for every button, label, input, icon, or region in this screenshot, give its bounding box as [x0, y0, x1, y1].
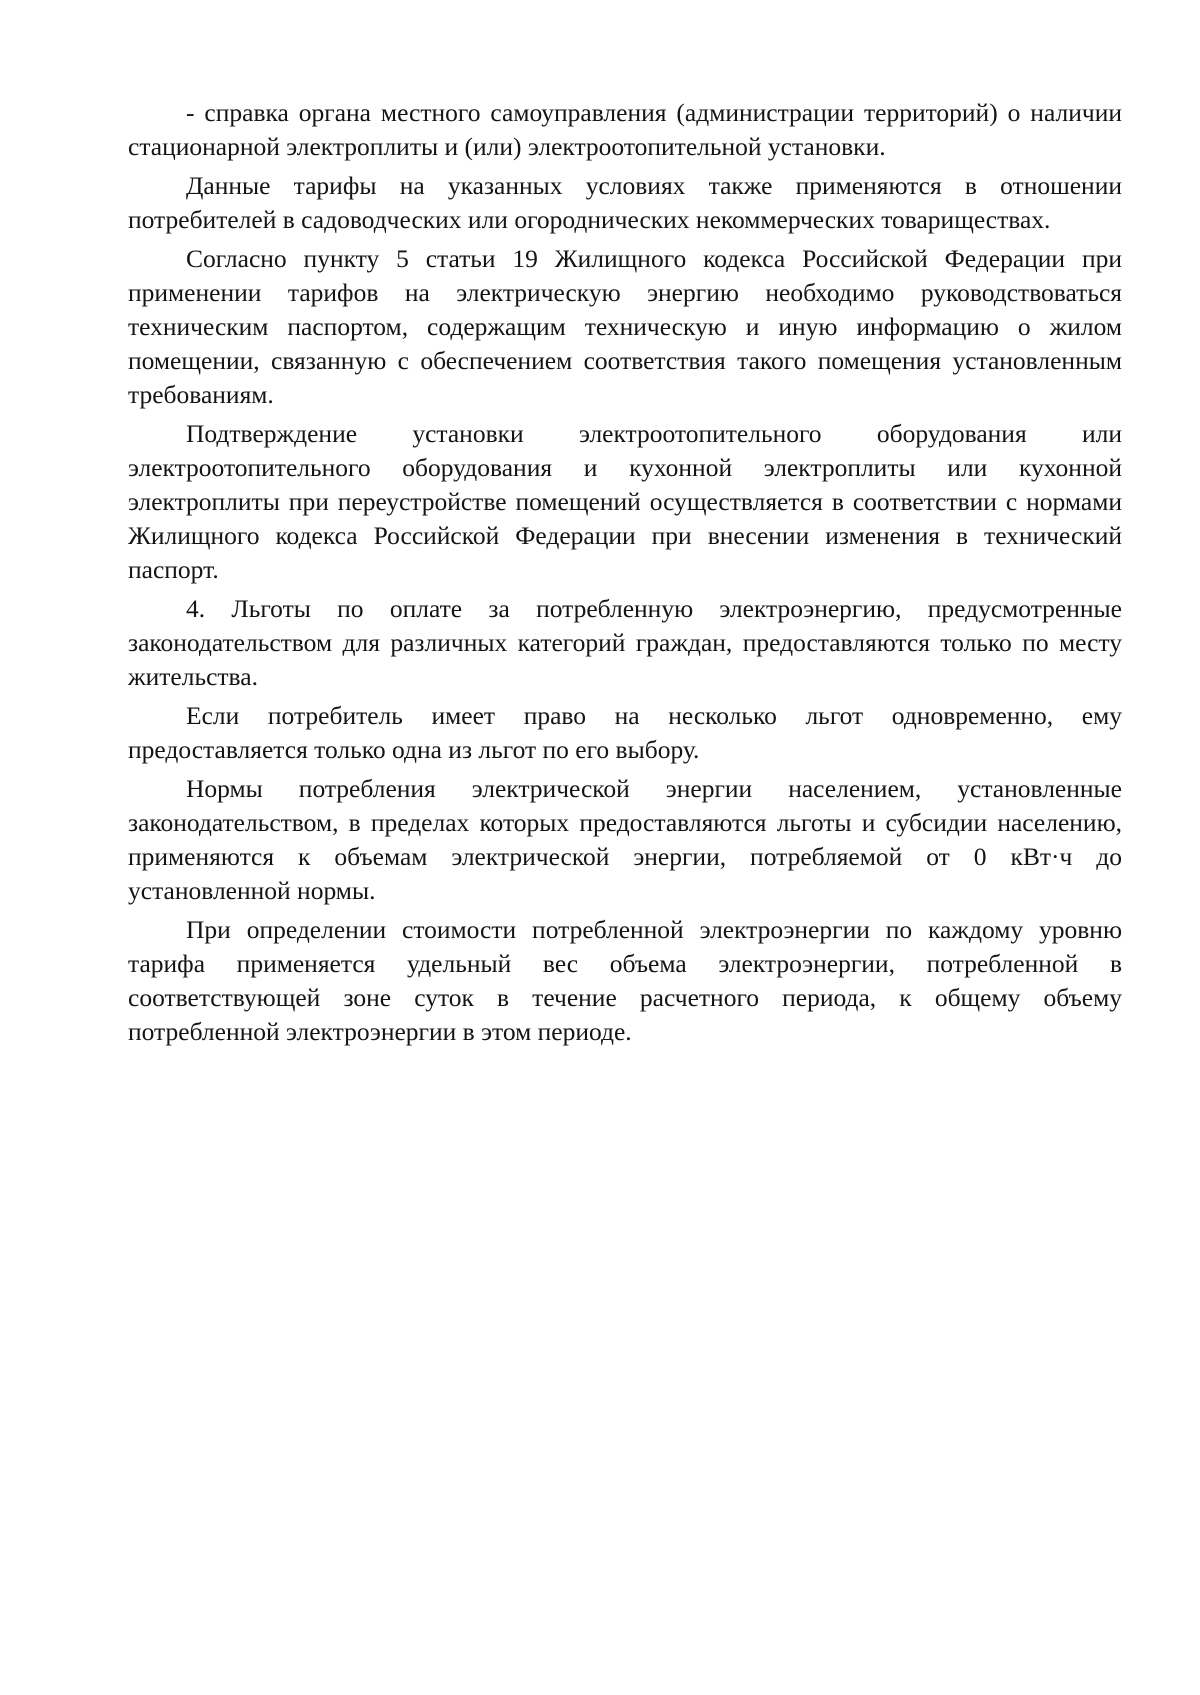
- document-body: [128, 96, 1122, 1054]
- paragraph-installation-confirmation: Подтверждение установки электроотопительного оборудования или электроотопительного оборудования и кухонной электроплиты или кухонной электроплиты при переустройстве помещений осуществляется в соответствии с нормами Жилищного кодекса Российской Федерации при внесении изменения в технический паспорт.: [128, 419, 1122, 584]
- paragraph-multiple-benefits: Если потребитель имеет право на несколько льгот одновременно, ему предоставляется только одна из льгот по его выбору.: [128, 701, 1122, 764]
- paragraph-housing-code-article: Согласно пункту 5 статьи 19 Жилищного кодекса Российской Федерации при применении тарифов на электрическую энергию необходимо руководствоваться техническим паспортом, содержащим техническую и иную информацию о жилом помещении, связанную с обеспечением соответствия такого помещения установленным требованиям.: [128, 244, 1122, 409]
- paragraph-consumption-norms: Нормы потребления электрической энергии населением, установленные законодательством, в пределах которых предоставляются льготы и субсидии населению, применяются к объемам электрической энергии, потребляемой от 0 кВт·ч до установленной нормы.: [128, 774, 1122, 905]
- paragraph-benefits: 4. Льготы по оплате за потребленную электроэнергию, предусмотренные законодательством для различных категорий граждан, предоставляются только по месту жительства.: [128, 594, 1122, 691]
- paragraph-cost-calculation: При определении стоимости потребленной электроэнергии по каждому уровню тарифа применяется удельный вес объема электроэнергии, потребленной в соответствующей зоне суток в течение расчетного периода, к общему объему потребленной электроэнергии в этом периоде.: [128, 915, 1122, 1046]
- paragraph-certificate: - справка органа местного самоуправления (администрации территорий) о наличии стационарной электроплиты и (или) электроотопительной установки.: [128, 98, 1122, 161]
- paragraph-garden-partnerships: Данные тарифы на указанных условиях также применяются в отношении потребителей в садоводческих или огороднических некоммерческих товариществах.: [128, 171, 1122, 234]
